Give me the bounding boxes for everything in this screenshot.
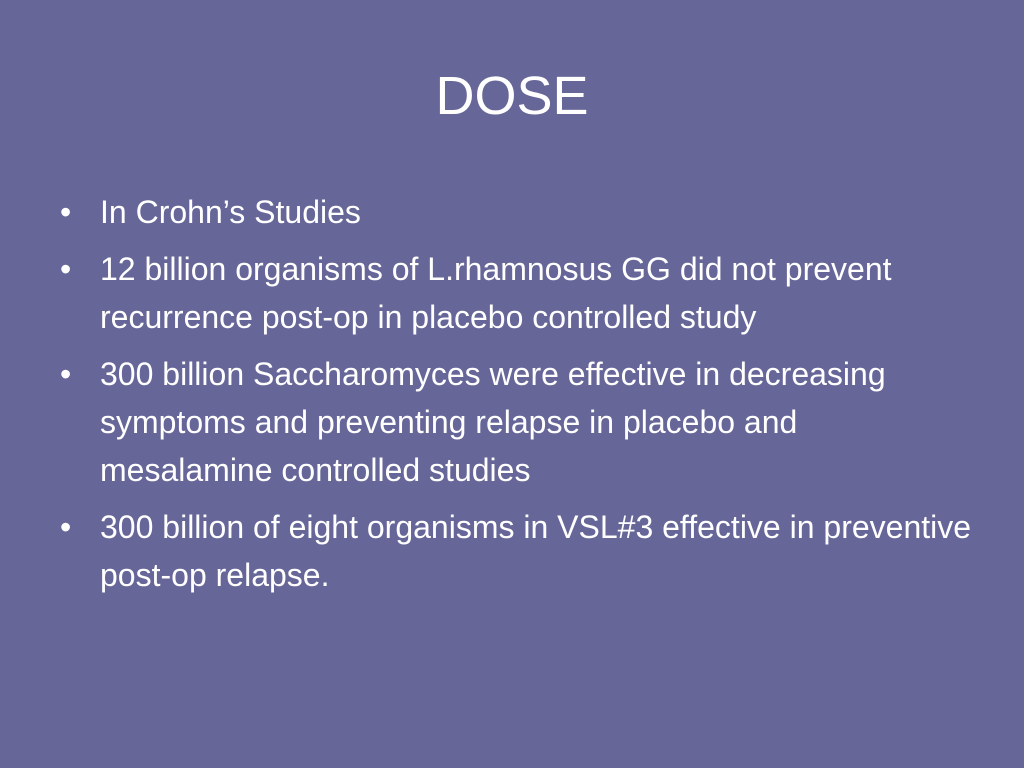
bullet-item-vsl3	[56, 503, 976, 599]
slide-title: DOSE	[435, 66, 589, 126]
bullet-icon: •	[60, 356, 72, 392]
bullet-text: 300 billion of eight organisms in VSL#3 effective in preventive post-op relapse.	[100, 509, 972, 593]
bullet-item-saccharomyces	[56, 350, 976, 494]
bullet-item-crohns-studies	[56, 188, 976, 236]
bullet-text: 12 billion organisms of L.rhamnosus GG did not prevent recurrence post-op in placebo controlled study	[100, 251, 892, 335]
bullet-icon: •	[60, 251, 72, 287]
bullet-list	[56, 188, 976, 608]
bullet-item-rhamnosus	[56, 245, 976, 341]
bullet-text: 300 billion Saccharomyces were effective in decreasing symptoms and preventing relapse in placebo and mesalamine controlled studies	[100, 356, 886, 488]
bullet-icon: •	[60, 509, 72, 545]
bullet-icon: •	[60, 194, 72, 230]
bullet-text: In Crohn’s Studies	[100, 194, 361, 230]
